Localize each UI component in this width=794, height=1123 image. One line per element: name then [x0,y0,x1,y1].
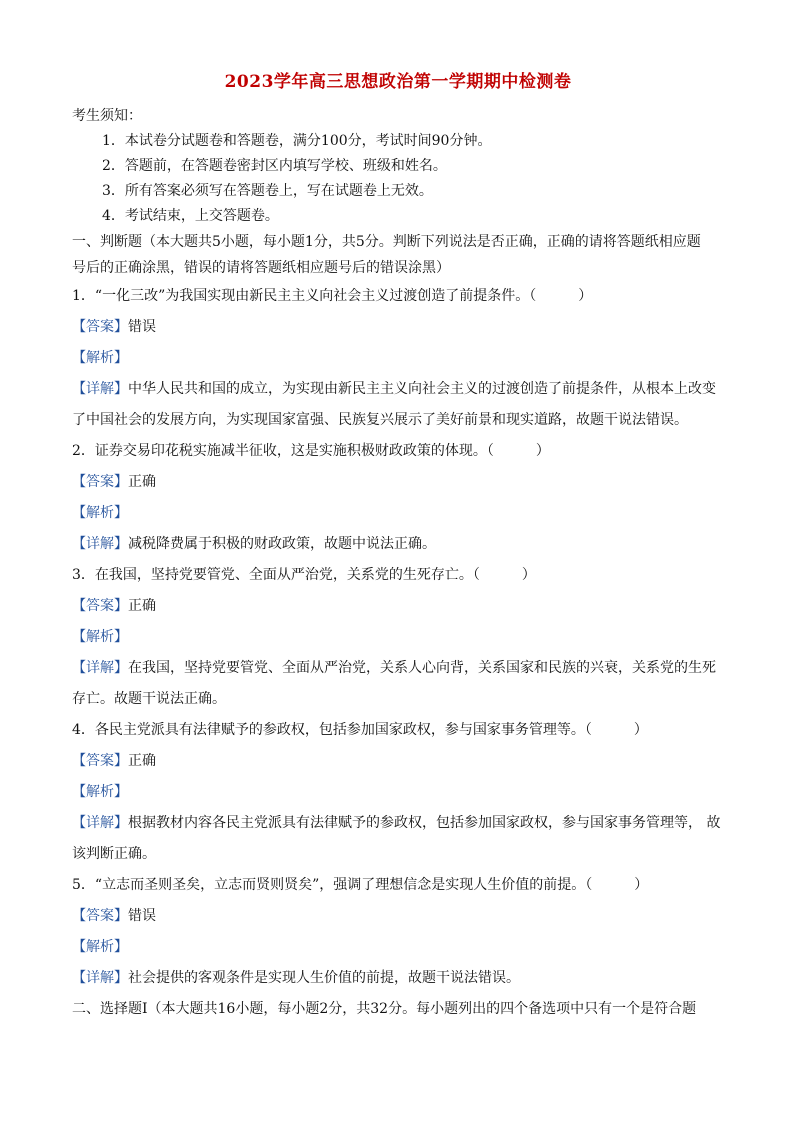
notice-item: 1．本试卷分试题卷和答题卷，满分100分，考试时间90分钟。 [102,133,492,149]
answer-line [72,591,724,622]
section1-heading-cont: 号后的正确涂黑，错误的请将答题纸相应题号后的错误涂黑） [72,260,450,276]
analysis-label [72,343,724,374]
section1-heading: 一、判断题（本大题共5小题，每小题1分，共5分。判断下列说法是否正确，正确的请将答题纸相应题 [72,234,701,250]
detail-label: 【详解】 [72,536,128,552]
analysis-label [72,498,724,529]
question-stem: 5．“立志而圣则圣矣，立志而贤则贤矣”，强调了理想信念是实现人生价值的前提。（ ） [72,877,649,893]
page-title: 2023学年高三思想政治第一学期期中检测卷 [224,72,572,92]
detail-label: 【详解】 [72,660,128,676]
answer-label: 【答案】 [72,474,128,490]
analysis-label-text: 【解析】 [72,784,128,800]
notice-item: 2．答题前，在答题卷密封区内填写学校、班级和姓名。 [102,158,447,174]
answer-value: 错误 [128,319,156,335]
answer-line [72,901,724,932]
answer-line [72,746,724,777]
analysis-label-text: 【解析】 [72,629,128,645]
analysis-label-text: 【解析】 [72,939,128,955]
detail-text: 社会提供的客观条件是实现人生价值的前提，故题干说法错误。 [128,970,520,986]
analysis-label-text: 【解析】 [72,505,128,521]
question-stem: 4．各民主党派具有法律赋予的参政权，包括参加国家政权，参与国家事务管理等。（ ） [72,722,648,738]
detail-line [72,653,724,684]
analysis-label-text: 【解析】 [72,350,128,366]
notice-heading: 考生须知： [72,108,142,124]
detail-line [72,374,724,405]
section2-heading: 二、选择题Ⅰ（本大题共16小题，每小题2分，共32分。每小题列出的四个备选项中只有一个是符合题 [72,1001,697,1017]
detail-line: 该判断正确。 [72,846,156,862]
detail-line: 了中国社会的发展方向，为实现国家富强、民族复兴展示了美好前景和现实道路，故题干说法错误。 [72,412,688,428]
detail-line [72,529,724,560]
answer-value: 错误 [128,908,156,924]
question-stem: 2．证券交易印花税实施减半征收，这是实施积极财政政策的体现。（ ） [72,443,550,459]
detail-label: 【详解】 [72,970,128,986]
detail-text: 根据教材内容各民主党派具有法律赋予的参政权，包括参加国家政权，参与国家事务管理等， 故 [128,815,721,831]
answer-line [72,467,724,498]
answer-value: 正确 [128,753,156,769]
answer-label: 【答案】 [72,753,128,769]
answer-label: 【答案】 [72,908,128,924]
analysis-label [72,932,724,963]
notice-item: 4．考试结束，上交答题卷。 [102,208,279,224]
answer-line [72,312,724,343]
detail-line [72,963,724,994]
detail-label: 【详解】 [72,381,128,397]
detail-text: 在我国，坚持党要管党、全面从严治党，关系人心向背，关系国家和民族的兴衰，关系党的生死 [128,660,716,676]
detail-label: 【详解】 [72,815,128,831]
analysis-label [72,622,724,653]
detail-text: 减税降费属于积极的财政政策，故题中说法正确。 [128,536,436,552]
answer-value: 正确 [128,474,156,490]
detail-text: 中华人民共和国的成立，为实现由新民主主义向社会主义的过渡创造了前提条件，从根本上改变 [128,381,716,397]
question-stem: 3．在我国，坚持党要管党、全面从严治党，关系党的生死存亡。（ ） [72,567,536,583]
analysis-label [72,777,724,808]
detail-line: 存亡。故题干说法正确。 [72,691,226,707]
answer-value: 正确 [128,598,156,614]
question-stem: 1．“一化三改”为我国实现由新民主主义向社会主义过渡创造了前提条件。（ ） [72,288,593,304]
detail-line [72,808,724,839]
answer-label: 【答案】 [72,598,128,614]
answer-label: 【答案】 [72,319,128,335]
notice-item: 3．所有答案必须写在答题卷上，写在试题卷上无效。 [102,183,433,199]
